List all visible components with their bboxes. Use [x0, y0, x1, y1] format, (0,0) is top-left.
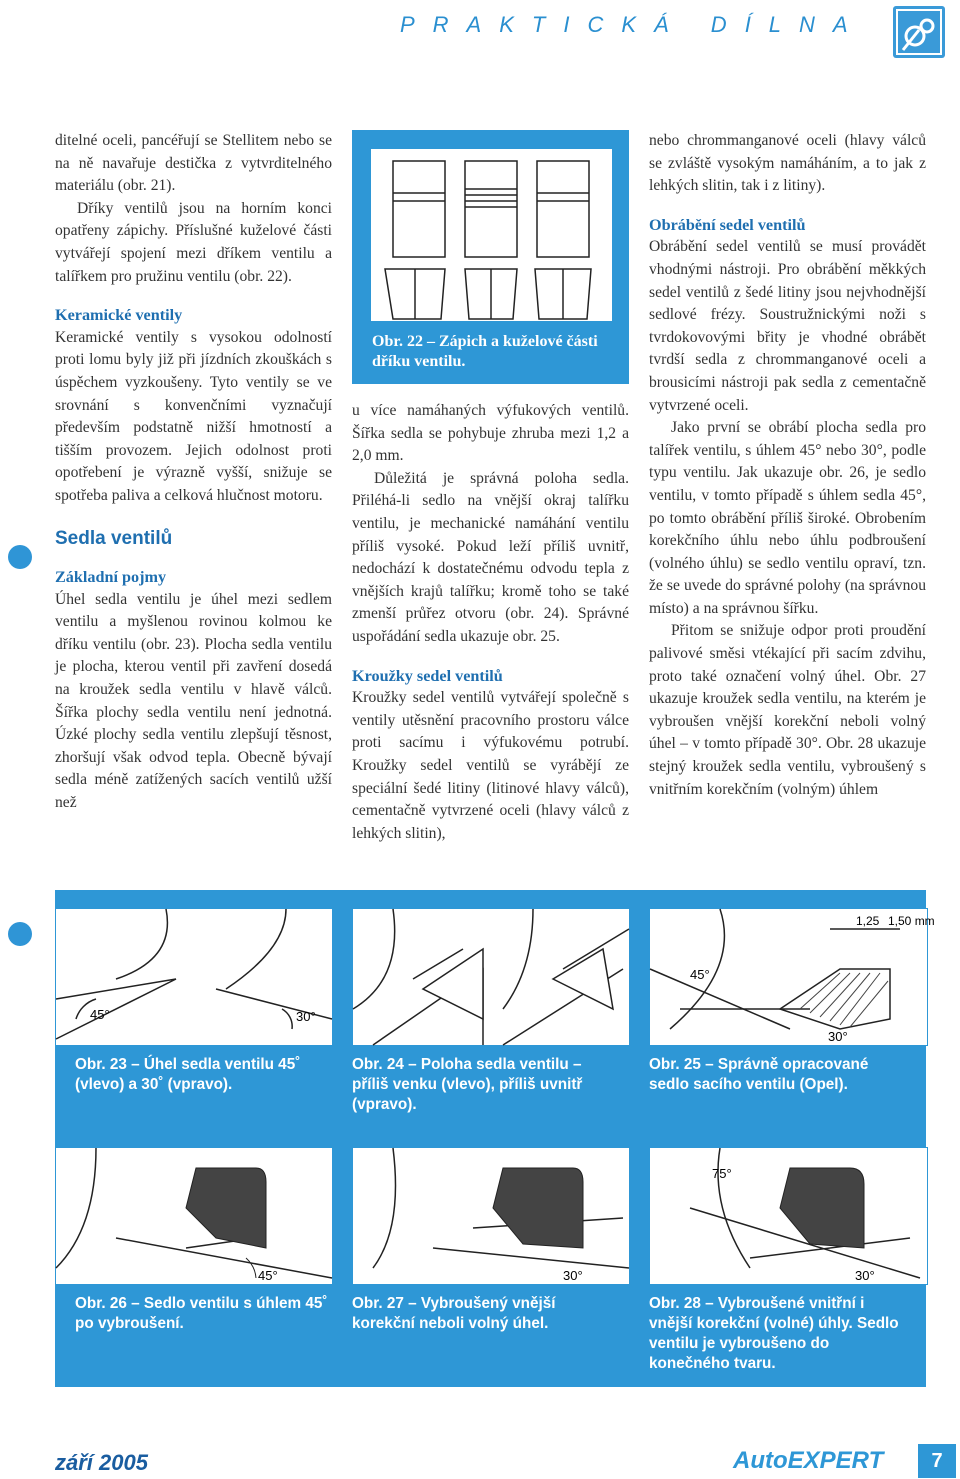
figure-25-label: 45° — [690, 967, 710, 982]
figure-24-drawing — [352, 908, 630, 1046]
figure-26-drawing — [55, 1147, 333, 1285]
paragraph: nebo chrommanganové oceli (hlavy válců se zvláště vysokým namáháním, a to jak z lehkých slitin, tak i z litiny). — [649, 132, 926, 195]
figure-25-caption: Obr. 25 – Správně opracované sedlo sacího ventilu (Opel). — [649, 1056, 869, 1093]
figure-22-caption: Obr. 22 – Zápich a kuželové části dříku ventilu. — [372, 333, 598, 370]
magazine-brand: AutoEXPERT — [733, 1447, 884, 1474]
subheading-basics: Základní pojmy — [55, 568, 167, 587]
figure-22-drawing — [370, 148, 613, 322]
figure-26-caption: Obr. 26 – Sedlo ventilu s úhlem 45˚ po vybroušení. — [75, 1295, 328, 1332]
margin-dot — [8, 545, 32, 569]
paragraph: Důležitá je správná poloha sedla. Přiléhá-li sedlo na vnější okraj talířku ventilu, je mechanické namáhání ventilu příliš vysoké. Pokud leží příliš uvnitř, nedochází k dostatečnému odvodu tepla z vnějších krajů talířku; kromě toho se také zmenší průřez otvoru (obr. 24). Správné uspořádání sedla ukazuje obr. 25. — [352, 469, 629, 645]
paragraph: Keramické ventily s vysokou odolností proti lomu byly již při jízdních zkouškách s úspěchem vyzkoušeny. Tyto ventily se ve srovnání s konvenčními vyznačují především podstatně nižší hmotností a tišším provozem. Jejich odolnost proti opotřebení je výrazně vyšší, snižuje se spotřeba paliva a celková hlučnost motoru. — [55, 328, 332, 504]
paragraph: Přitom se snižuje odpor proti proudění palivové směsi vtékající při sacím zdvihu, proto také označení volný úhel. Obr. 27 ukazuje kroužek sedla ventilu, na kterém je vybroušen vnější korekční neboli volný úhel – v tomto případě 30°. Obr. 28 ukazuje stejný kroužek sedla ventilu, vybroušený s vnitřním korekčním (volným) úhlem — [649, 622, 926, 798]
figure-25-label: 1,25 — [856, 914, 880, 928]
figure-23-label: 30° — [296, 1009, 316, 1024]
margin-dot — [8, 922, 32, 946]
figure-28-drawing — [649, 1147, 928, 1285]
paragraph: Obrábění sedel ventilů se musí provádět vhodnými nástroji. Pro obrábění měkkých sedel ventilů z šedé litiny jsou nejvhodnější sedlové frézy. Soustružnickými noži s tvrdokovovými břity je vhodné obrábět tvrdší sedla z chrommanganové oceli a brousicími nástroji pak sedla z cementačně vytvrzené oceli. — [649, 238, 926, 414]
section-heading-valve-seats: Sedla ventilů — [55, 527, 173, 549]
subheading-seat-machining: Obrábění sedel ventilů — [649, 215, 806, 234]
paragraph: Jako první se obrábí plocha sedla pro talířek ventilu, s úhlem 45° nebo 30°, podle typu ventilu. Jak ukazuje obr. 26, je sedlo ventilu, v tomto případě s úhlem sedla 45°, po tomto obrábění příliš široké. Obrobením korekčního úhlu nebo úhlu podbroušení (volného úhlu) se sedlo ventilu opraví, tzn. že se uvede do správné polohy (na správnou místo) a na správnou šířku. — [649, 419, 926, 617]
figure-26-label: 45° — [258, 1268, 278, 1283]
figure-25-label: 1,50 mm — [888, 914, 935, 928]
figure-23-caption: Obr. 23 – Úhel sedla ventilu 45˚ (vlevo) a 30˚ (vpravo). — [75, 1056, 301, 1093]
figure-25-drawing — [649, 908, 935, 1046]
figure-28-caption: Obr. 28 – Vybroušené vnitřní i vnější korekční (volné) úhly. Sedlo ventilu je vybroušeno do konečného tvaru. — [649, 1295, 899, 1372]
figure-27-caption: Obr. 27 – Vybroušený vnější korekční neboli volný úhel. — [352, 1295, 556, 1332]
page-number: 7 — [918, 1444, 956, 1478]
figure-23-label: 45° — [90, 1007, 110, 1022]
paragraph: u více namáhaných výfukových ventilů. Šířka sedla se pohybuje zhruba mezi 1,2 a 2,0 mm. — [352, 402, 629, 465]
subheading-seat-rings: Kroužky sedel ventilů — [352, 666, 503, 685]
subheading-ceramic-valves: Keramické ventily — [55, 306, 183, 325]
workshop-logo-icon — [893, 6, 945, 58]
paragraph: Úhel sedla ventilu je úhel mezi sedlem ventilu a myšlenou rovinou kolmou ke dříku ventilu (obr. 23). Plocha sedla ventilu je plocha, kterou ventil při zavření dosedá na kroužek sedla ventilu v hlavě válců. Šířka plochy sedla ventilu není jednotná. Úzké plochy sedla ventilu zlepšují těsnost, zhoršují však odvod tepla. Obecně bývají sedla méně zatížených sacích ventilů užší než — [55, 590, 332, 812]
paragraph: Dříky ventilů jsou na horním konci opatřeny zápichy. Příslušné kuželové části vytvářejí spojení mezi dříkem ventilu a talířkem pro pružinu ventilu (obr. 22). — [55, 199, 332, 285]
paragraph: ditelné oceli, pancéřují se Stellitem nebo se na ně navařuje destička z vytvrditelného materiálu (obr. 21). — [55, 132, 332, 195]
figure-27-drawing — [352, 1147, 630, 1285]
section-header: PRAKTICKÁ DÍLNA — [400, 12, 866, 37]
figure-25-label: 30° — [828, 1029, 848, 1044]
figure-23-drawing — [55, 908, 333, 1046]
text-column-2 — [352, 400, 629, 845]
paragraph: Kroužky sedel ventilů vytvářejí společně s ventily utěsnění pracovního prostoru válce proti sacímu i výfukovému potrubí. Kroužky sedel ventilů se vyrábějí ze speciální šedé litiny (litinové hlavy válců), cementačně vytvrzené oceli (hlavy válců z lehkých slitin), — [352, 689, 629, 842]
issue-date: září 2005 — [55, 1450, 148, 1475]
figure-28-label: 75° — [712, 1166, 732, 1181]
text-column-1 — [55, 130, 332, 815]
figure-22 — [352, 130, 629, 384]
figure-27-label: 30° — [563, 1268, 583, 1283]
text-column-3 — [649, 130, 926, 801]
figure-grid — [55, 890, 935, 1387]
figure-24-caption: Obr. 24 – Poloha sedla ventilu – příliš venku (vlevo), příliš uvnitř (vpravo). — [352, 1056, 583, 1113]
figure-28-label: 30° — [855, 1268, 875, 1283]
